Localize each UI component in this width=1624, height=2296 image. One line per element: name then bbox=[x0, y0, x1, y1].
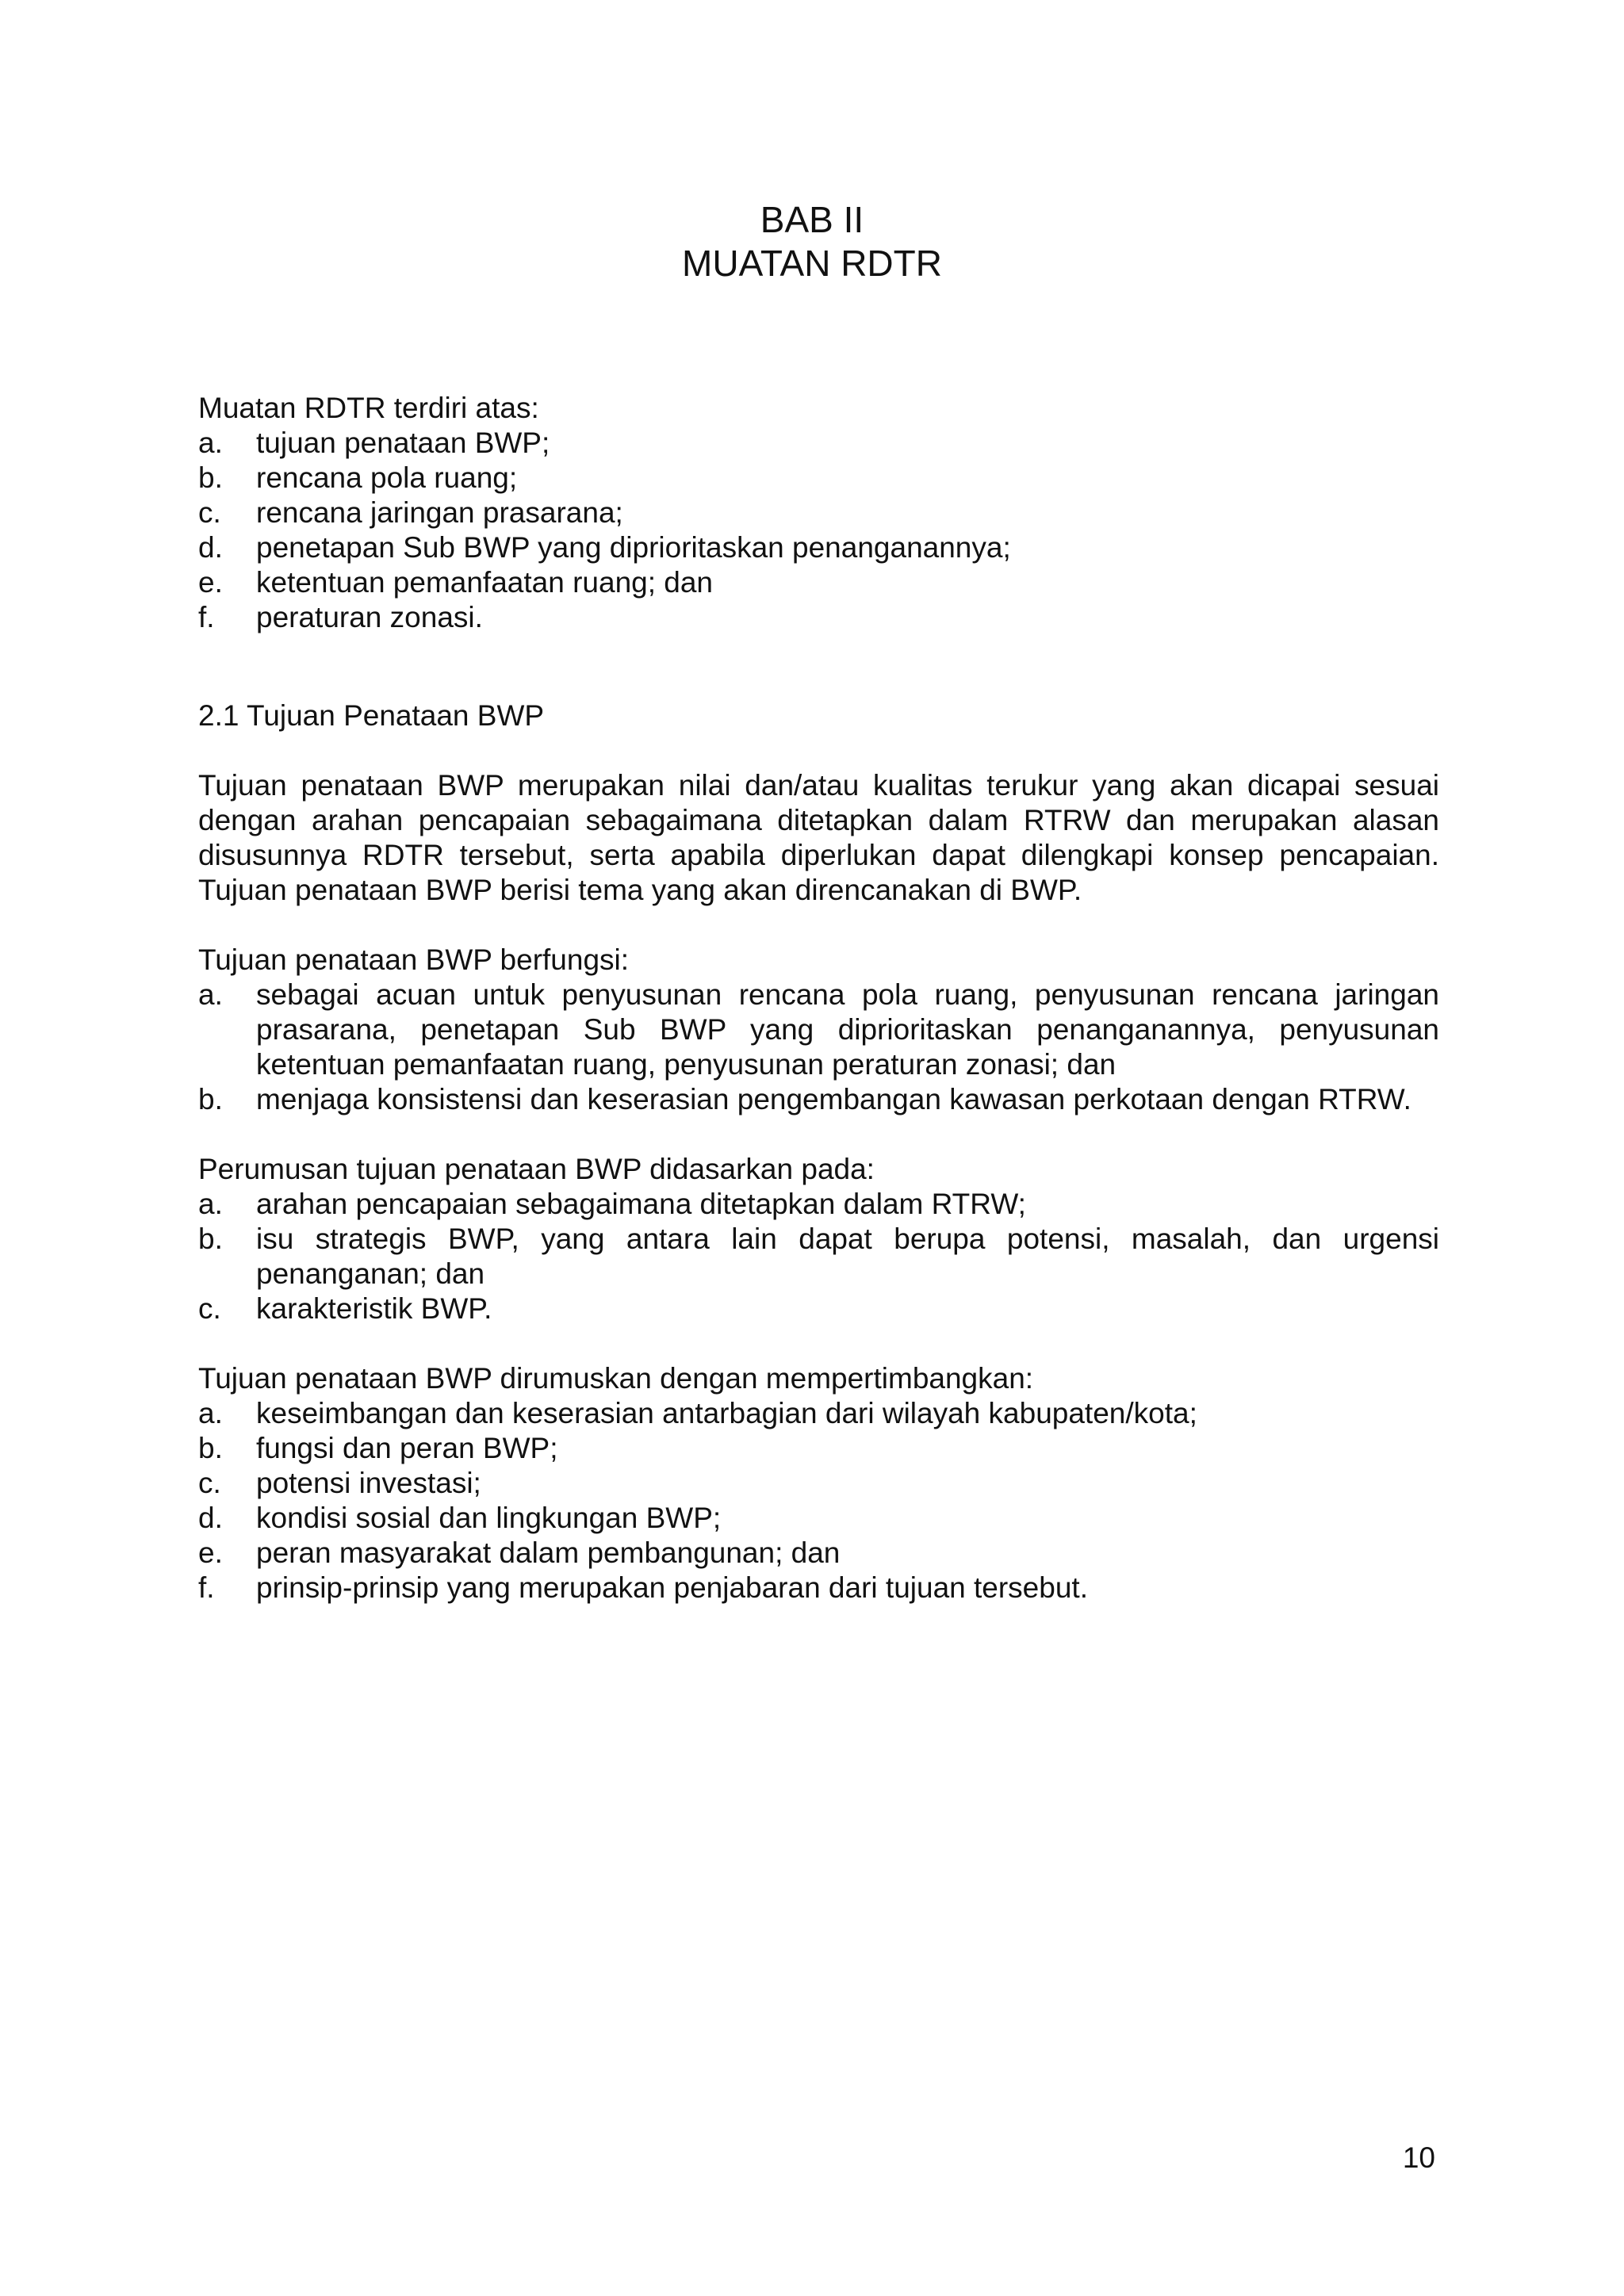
list-item-text: rencana jaringan prasarana; bbox=[256, 496, 623, 529]
list-item bbox=[198, 1292, 1439, 1326]
list-item bbox=[198, 600, 1439, 635]
list-marker: b. bbox=[198, 1083, 223, 1115]
list-marker: a. bbox=[198, 1188, 223, 1220]
list-item bbox=[198, 1431, 1439, 1466]
list-marker: c. bbox=[198, 1292, 221, 1325]
list-item bbox=[198, 1536, 1439, 1571]
page-number: 10 bbox=[1402, 2141, 1435, 2174]
functions-list bbox=[198, 978, 1439, 1117]
considerations-lead: Tujuan penataan BWP dirumuskan dengan mempertimbangkan: bbox=[198, 1362, 1034, 1395]
list-marker: d. bbox=[198, 531, 223, 564]
considerations-list bbox=[198, 1396, 1439, 1605]
list-marker: c. bbox=[198, 1467, 221, 1499]
list-marker: d. bbox=[198, 1502, 223, 1534]
section-title: 2.1 Tujuan Penataan BWP bbox=[198, 699, 545, 732]
functions-lead: Tujuan penataan BWP berfungsi: bbox=[198, 943, 630, 976]
list-item-text: peraturan zonasi. bbox=[256, 601, 483, 633]
list-marker: f. bbox=[198, 1571, 215, 1604]
list-marker: c. bbox=[198, 496, 221, 529]
list-item-text: keseimbangan dan keserasian antarbagian dari wilayah kabupaten/kota; bbox=[256, 1397, 1197, 1429]
list-item bbox=[198, 1571, 1439, 1605]
list-item-text: penetapan Sub BWP yang diprioritaskan penanganannya; bbox=[256, 531, 1011, 564]
list-marker: a. bbox=[198, 427, 223, 459]
list-item-text: ketentuan pemanfaatan ruang; dan bbox=[256, 566, 714, 599]
basis-lead: Perumusan tujuan penataan BWP didasarkan pada: bbox=[198, 1153, 875, 1185]
list-item-text: sebagai acuan untuk penyusunan rencana pola ruang, penyusunan rencana jaringan prasarana, penetapan Sub BWP yang diprioritaskan penanganannya, penyusunan ketentuan pemanfaatan ruang, penyusunan peraturan zonasi; dan bbox=[256, 978, 1439, 1081]
list-item-text: menjaga konsistensi dan keserasian pengembangan kawasan perkotaan dengan RTRW. bbox=[256, 1083, 1411, 1115]
list-item bbox=[198, 1222, 1439, 1292]
list-item-text: rencana pola ruang; bbox=[256, 461, 518, 494]
list-item bbox=[198, 426, 1439, 461]
list-item bbox=[198, 565, 1439, 600]
list-item-text: prinsip-prinsip yang merupakan penjabaran dari tujuan tersebut. bbox=[256, 1571, 1088, 1604]
list-item-text: arahan pencapaian sebagaimana ditetapkan dalam RTRW; bbox=[256, 1188, 1026, 1220]
list-item bbox=[198, 978, 1439, 1082]
list-marker: b. bbox=[198, 461, 223, 494]
list-item bbox=[198, 530, 1439, 565]
list-item bbox=[198, 1187, 1439, 1222]
list-marker: f. bbox=[198, 601, 215, 633]
list-item bbox=[198, 1501, 1439, 1536]
list-item bbox=[198, 461, 1439, 496]
list-marker: e. bbox=[198, 1536, 223, 1569]
chapter-number: BAB II bbox=[760, 199, 864, 240]
intro-list bbox=[198, 426, 1439, 635]
list-item-text: isu strategis BWP, yang antara lain dapat berupa potensi, masalah, dan urgensi penanganan; dan bbox=[256, 1223, 1439, 1290]
page-content bbox=[198, 391, 1439, 1605]
list-marker: a. bbox=[198, 978, 223, 1011]
list-item-text: peran masyarakat dalam pembangunan; dan bbox=[256, 1536, 841, 1569]
list-marker: b. bbox=[198, 1432, 223, 1464]
basis-list bbox=[198, 1187, 1439, 1326]
chapter-title: MUATAN RDTR bbox=[682, 243, 942, 284]
list-item bbox=[198, 1466, 1439, 1501]
list-item-text: tujuan penataan BWP; bbox=[256, 427, 550, 459]
list-item-text: kondisi sosial dan lingkungan BWP; bbox=[256, 1502, 722, 1534]
list-item-text: karakteristik BWP. bbox=[256, 1292, 492, 1325]
list-item bbox=[198, 496, 1439, 530]
list-marker: b. bbox=[198, 1223, 223, 1255]
list-item bbox=[198, 1396, 1439, 1431]
list-item-text: potensi investasi; bbox=[256, 1467, 481, 1499]
list-item-text: fungsi dan peran BWP; bbox=[256, 1432, 558, 1464]
list-item bbox=[198, 1082, 1439, 1117]
list-marker: a. bbox=[198, 1397, 223, 1429]
section-paragraph: Tujuan penataan BWP merupakan nilai dan/atau kualitas terukur yang akan dicapai sesuai dengan arahan pencapaian sebagaimana ditetapkan dalam RTRW dan merupakan alasan disusunnya RDTR tersebut, serta apabila diperlukan dapat dilengkapi konsep pencapaian. Tujuan penataan BWP berisi tema yang akan direncanakan di BWP. bbox=[198, 769, 1439, 906]
list-marker: e. bbox=[198, 566, 223, 599]
intro-lead: Muatan RDTR terdiri atas: bbox=[198, 392, 539, 424]
